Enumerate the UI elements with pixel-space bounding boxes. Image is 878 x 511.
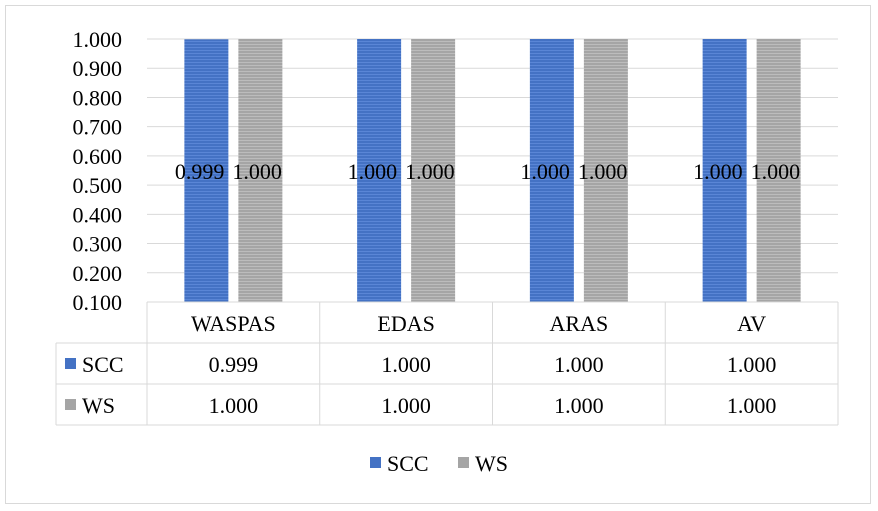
legend-swatch-ws <box>458 457 469 468</box>
y-tick-label: 0.700 <box>72 114 122 140</box>
data-labels <box>175 159 800 184</box>
data-label-scc-edas: 1.000 <box>347 159 398 184</box>
y-tick-label: 0.500 <box>72 173 122 199</box>
legend-label-ws: WS <box>475 451 508 476</box>
data-label-ws-aras: 1.000 <box>577 159 628 184</box>
legend-swatch-scc <box>370 457 381 468</box>
y-tick-label: 0.800 <box>72 85 122 111</box>
table-cell: 1.000 <box>554 393 604 418</box>
data-label-scc-waspas: 0.999 <box>174 159 225 184</box>
y-tick-label: 1.000 <box>72 27 122 52</box>
table-cell: 1.000 <box>381 352 431 377</box>
legend <box>370 451 508 476</box>
y-tick-label: 0.600 <box>72 143 122 169</box>
category-label: EDAS <box>377 311 435 336</box>
data-label-ws-edas: 1.000 <box>405 159 455 184</box>
category-label: AV <box>737 311 767 336</box>
y-tick-label: 0.900 <box>72 56 122 82</box>
table-cell: 1.000 <box>554 352 604 377</box>
category-label: WASPAS <box>190 311 276 336</box>
y-axis-ticks <box>73 27 123 315</box>
legend-label-scc: SCC <box>387 451 429 476</box>
y-tick-label: 0.100 <box>72 290 122 315</box>
table-cell: 1.000 <box>381 393 431 418</box>
table-series-label: SCC <box>82 352 124 377</box>
table-cell: 0.999 <box>208 352 259 377</box>
y-tick-label: 0.400 <box>72 202 122 228</box>
category-label: ARAS <box>549 311 609 336</box>
table-legend-key-ws <box>65 399 76 410</box>
table-cell: 1.000 <box>208 393 259 418</box>
data-table <box>56 302 838 425</box>
data-label-ws-av: 1.000 <box>750 159 801 184</box>
table-legend-key-scc <box>65 358 76 369</box>
y-tick-label: 0.200 <box>72 260 122 286</box>
data-label-scc-av: 1.000 <box>693 159 743 184</box>
table-series-label: WS <box>82 393 115 418</box>
data-label-scc-aras: 1.000 <box>520 159 570 184</box>
data-label-ws-waspas: 1.000 <box>232 159 282 184</box>
y-tick-label: 0.300 <box>72 231 122 257</box>
table-cell: 1.000 <box>726 352 777 377</box>
table-cell: 1.000 <box>726 393 777 418</box>
